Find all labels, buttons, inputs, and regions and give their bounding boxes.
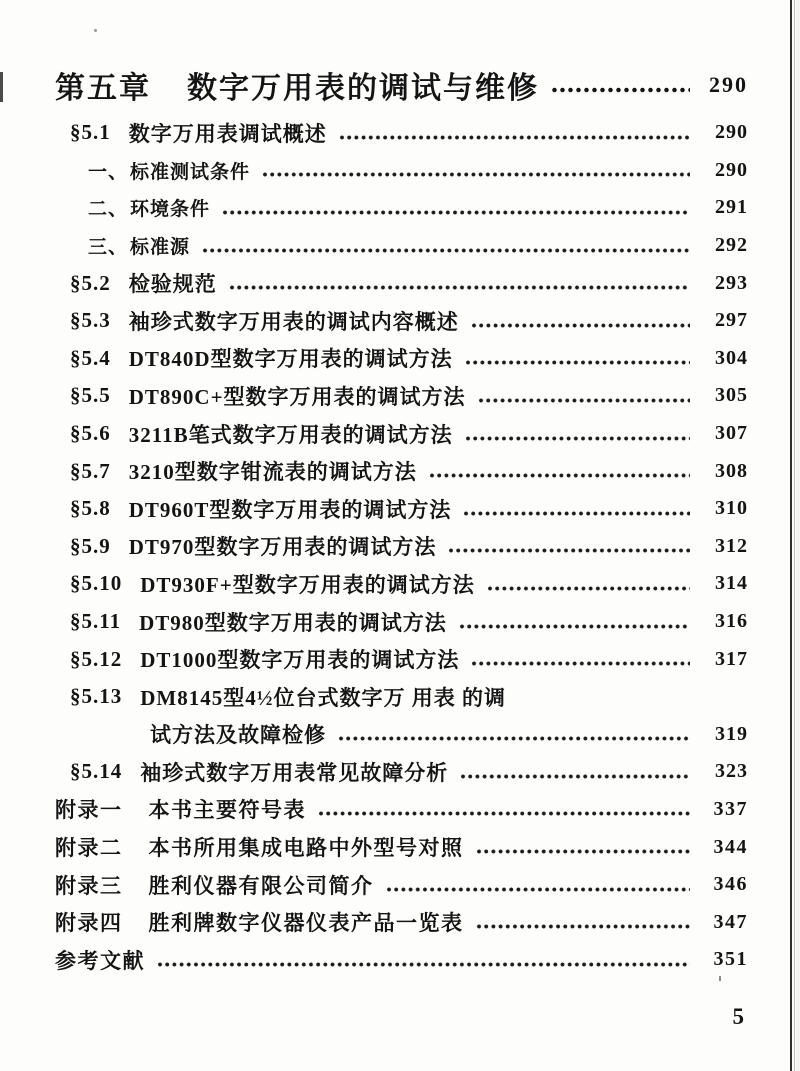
- entry-number: §5.14: [70, 759, 123, 784]
- scan-edge-line-2: [794, 0, 795, 1071]
- entry-number: §5.12: [70, 646, 123, 671]
- toc-entry: [0, 490, 800, 528]
- toc-entry: [0, 227, 800, 265]
- entry-title: 标准源: [130, 237, 191, 259]
- toc-chapter-row: [0, 56, 800, 114]
- dotted-leader: [465, 359, 690, 366]
- entry-title: 参考文献: [55, 948, 145, 973]
- chapter-page: 290: [709, 72, 748, 97]
- entry-page: 312: [715, 534, 748, 557]
- scan-edge-shade: [796, 0, 800, 1071]
- entry-page: 319: [715, 722, 748, 745]
- dotted-leader: [465, 435, 690, 442]
- table-of-contents: [0, 56, 800, 979]
- entry-page: 323: [715, 760, 748, 783]
- entry-number: §5.5: [70, 383, 111, 408]
- chapter-title: 数字万用表的调试与维修: [187, 72, 539, 105]
- entry-page: 292: [715, 234, 748, 257]
- scan-speck: [719, 976, 721, 981]
- entry-number: 附录三: [55, 873, 123, 898]
- entry-title: 3210型数字钳流表的调试方法: [128, 460, 417, 485]
- entry-number: §5.6: [70, 421, 111, 446]
- toc-entry: [0, 678, 800, 716]
- dotted-leader: [471, 660, 690, 667]
- entry-number: 附录二: [55, 836, 123, 861]
- entry-page: 347: [713, 910, 748, 933]
- dotted-leader: [262, 171, 690, 178]
- entry-title: 试方法及故障检修: [150, 723, 326, 748]
- entry-number: §5.4: [70, 345, 111, 370]
- entry-number: §5.1: [70, 120, 111, 145]
- entry-title: DT960T型数字万用表的调试方法: [128, 497, 452, 522]
- entry-page: 293: [715, 271, 748, 294]
- scan-speck: [0, 72, 3, 102]
- entry-page: 344: [713, 835, 748, 858]
- entry-title: 3211B笔式数字万用表的调试方法: [128, 422, 453, 447]
- scan-edge-line: [790, 0, 792, 1071]
- entry-title: 检验规范: [128, 272, 217, 297]
- entry-page: 290: [715, 121, 748, 144]
- entry-title: 胜利牌数字仪器仪表产品一览表: [148, 911, 464, 936]
- toc-entry: [0, 114, 800, 152]
- folio-page-number: 5: [732, 1004, 744, 1029]
- toc-entry: [0, 565, 800, 603]
- toc-entry: [0, 941, 800, 979]
- entry-title: DT970型数字万用表的调试方法: [128, 535, 437, 560]
- entry-title: DT1000型数字万用表的调试方法: [140, 648, 460, 673]
- entry-number: 附录一: [55, 798, 123, 823]
- toc-entry: [0, 264, 800, 302]
- toc-entry: [0, 828, 800, 866]
- dotted-leader: [460, 773, 690, 780]
- entry-page: 307: [715, 422, 748, 445]
- entry-title: 本书所用集成电路中外型号对照: [148, 836, 464, 861]
- dotted-leader: [229, 284, 690, 291]
- entry-title: 标准测试条件: [130, 161, 251, 183]
- toc-entry: [0, 603, 800, 641]
- entry-page: 310: [715, 497, 748, 520]
- entry-number: 附录四: [55, 911, 123, 936]
- entry-title: DT980型数字万用表的调试方法: [139, 610, 447, 635]
- entry-number: 三、: [88, 237, 129, 259]
- toc-entry: [0, 528, 800, 566]
- toc-entry: [0, 753, 800, 791]
- entry-number: 二、: [88, 199, 129, 221]
- scan-speck: [94, 29, 97, 32]
- entry-title: 胜利仪器有限公司简介: [148, 873, 374, 898]
- entry-page: 351: [713, 948, 748, 971]
- toc-entry: [0, 640, 800, 678]
- entry-title: 袖珍式数字万用表常见故障分析: [140, 760, 449, 785]
- toc-entry-continuation: [0, 716, 800, 754]
- toc-list: [0, 114, 800, 979]
- entry-page: 304: [715, 346, 748, 369]
- entry-number: §5.2: [70, 270, 111, 295]
- entry-page: 337: [713, 797, 748, 820]
- dotted-leader: [448, 547, 690, 554]
- toc-entry: [0, 377, 800, 415]
- entry-title: DT840D型数字万用表的调试方法: [128, 347, 453, 372]
- dotted-leader: [476, 923, 691, 930]
- entry-page: 291: [715, 196, 748, 219]
- entry-page: 305: [715, 384, 748, 407]
- entry-page: 346: [713, 873, 748, 896]
- dotted-leader: [318, 810, 690, 817]
- toc-entry: [0, 152, 800, 190]
- entry-title: 本书主要符号表: [148, 798, 306, 823]
- entry-number: §5.8: [70, 496, 111, 521]
- toc-entry: [0, 866, 800, 904]
- entry-number: 一、: [88, 161, 129, 183]
- entry-page: 316: [715, 610, 748, 633]
- toc-entry: [0, 452, 800, 490]
- toc-entry: [0, 903, 800, 941]
- entry-title: 数字万用表调试概述: [128, 121, 327, 146]
- dotted-leader: [429, 472, 690, 479]
- dotted-leader: [202, 247, 690, 254]
- entry-number: §5.13: [70, 684, 123, 709]
- entry-page: 317: [715, 647, 748, 670]
- entry-title: DT930F+型数字万用表的调试方法: [140, 572, 475, 597]
- entry-title: DT890C+型数字万用表的调试方法: [128, 384, 466, 409]
- toc-entry: [0, 340, 800, 378]
- entry-title: 环境条件: [130, 199, 211, 221]
- entry-number: §5.11: [70, 609, 122, 634]
- entry-title: DM8145型4½位台式数字万 用表 的调: [140, 685, 506, 710]
- entry-page: 314: [715, 572, 748, 595]
- dotted-leader: [338, 735, 690, 742]
- entry-number: §5.10: [70, 571, 123, 596]
- dotted-leader: [459, 623, 690, 630]
- chapter-number: 第五章: [55, 72, 151, 105]
- dotted-leader: [463, 510, 690, 517]
- dotted-leader: [386, 886, 691, 893]
- entry-number: §5.3: [70, 308, 111, 333]
- toc-entry: [0, 302, 800, 340]
- dotted-leader: [476, 848, 691, 855]
- dotted-leader: [551, 86, 690, 94]
- dotted-leader: [157, 961, 690, 968]
- toc-entry: [0, 791, 800, 829]
- dotted-leader: [471, 322, 690, 329]
- entry-number: §5.7: [70, 458, 111, 483]
- dotted-leader: [478, 397, 690, 404]
- dotted-leader: [487, 585, 690, 592]
- dotted-leader: [222, 209, 690, 216]
- dotted-leader: [339, 134, 690, 141]
- entry-page: 297: [715, 309, 748, 332]
- entry-page: 308: [715, 459, 748, 482]
- toc-entry: [0, 415, 800, 453]
- toc-entry: [0, 189, 800, 227]
- entry-number: §5.9: [70, 533, 111, 558]
- entry-page: 290: [715, 158, 748, 181]
- entry-title: 袖珍式数字万用表的调试内容概述: [128, 309, 459, 334]
